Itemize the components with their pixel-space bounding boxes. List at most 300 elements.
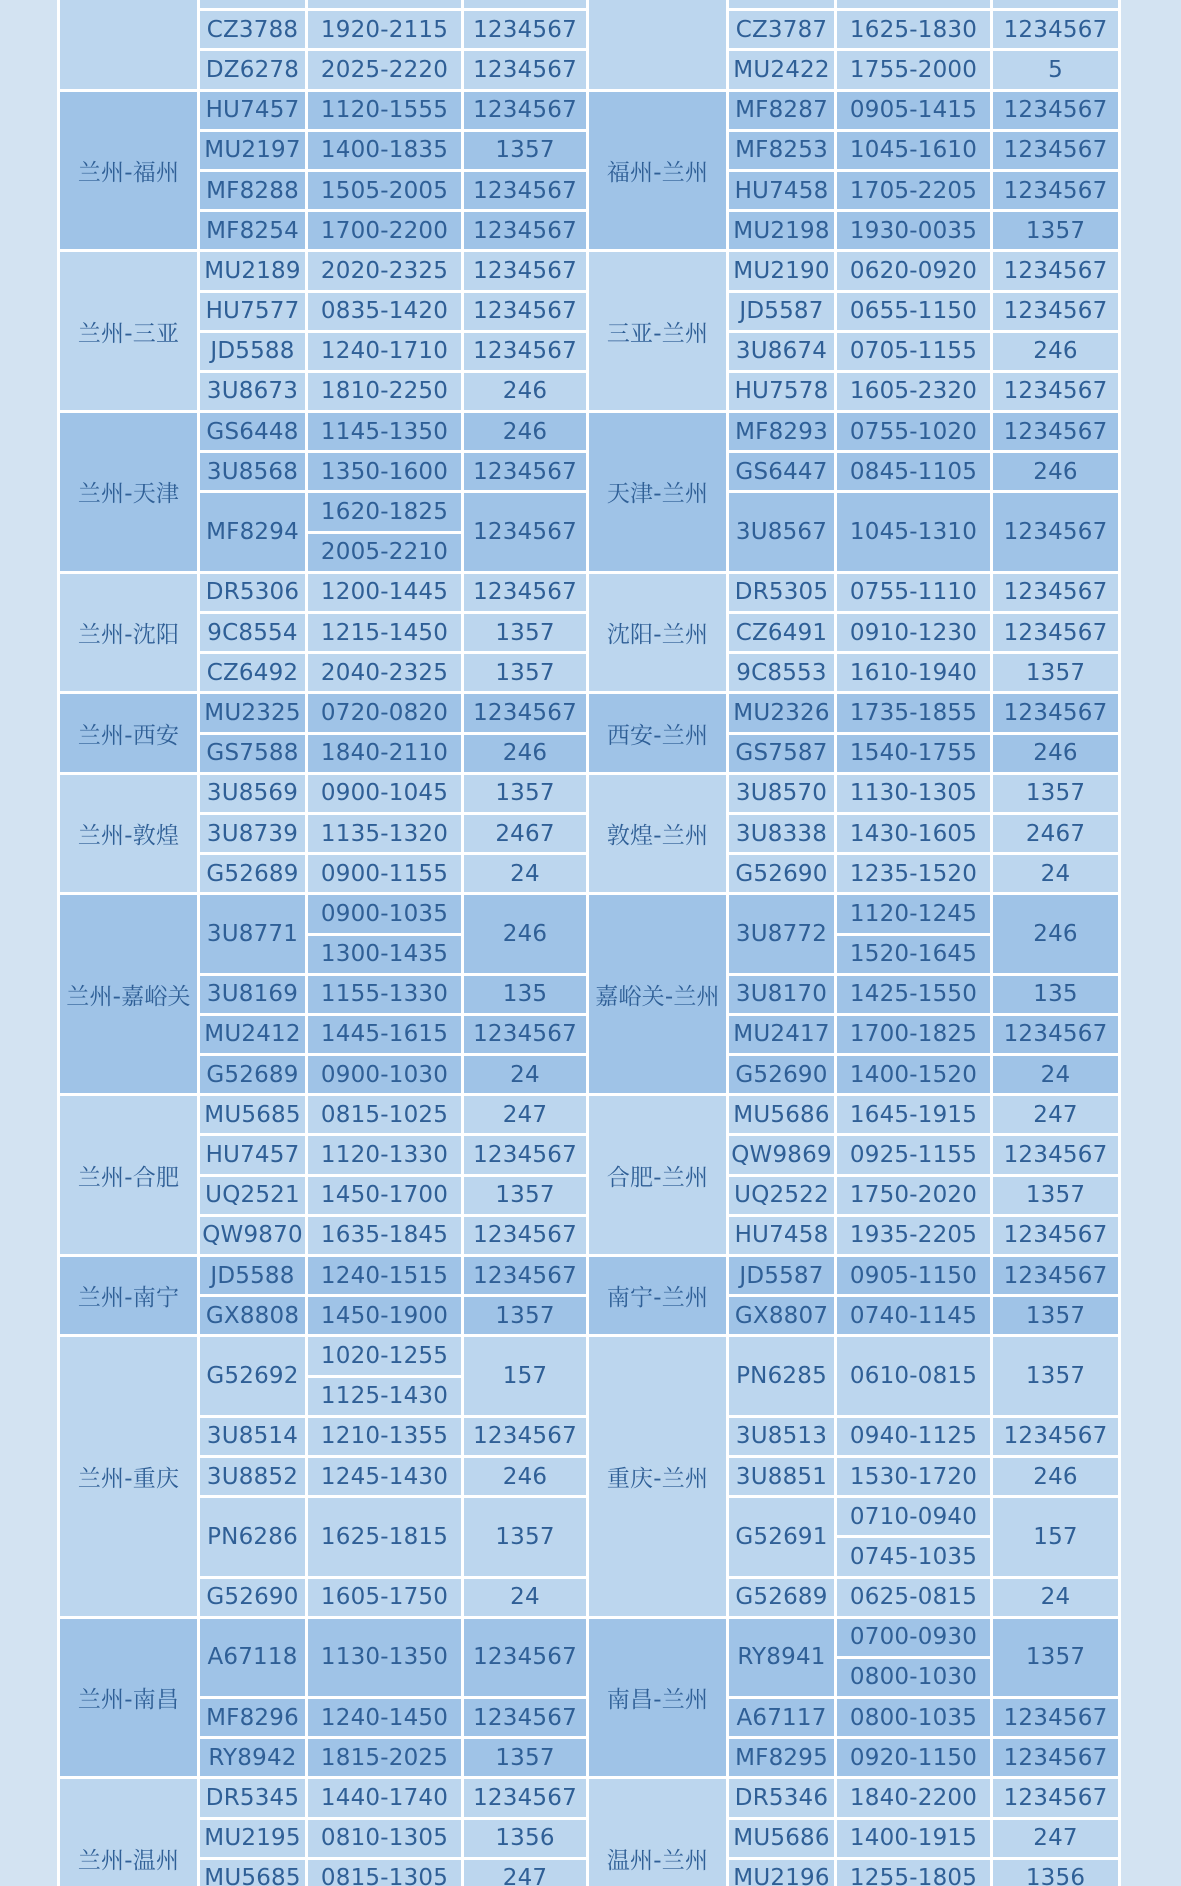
flight-time: 0900-1155	[307, 854, 463, 894]
route-outbound: 兰州-福州	[59, 90, 199, 251]
route-outbound: 兰州-合肥	[59, 1095, 199, 1256]
operating-days: 246	[463, 412, 588, 452]
operating-days: 1234567	[463, 291, 588, 331]
flight-time: 0835-1420	[307, 291, 463, 331]
flight-number: GX8807	[728, 1296, 836, 1336]
flight-number: 3U8569	[199, 773, 307, 813]
operating-days: 1234567	[463, 1698, 588, 1738]
flight-number: JD5587	[728, 1256, 836, 1296]
flight-time: 1135-1320	[307, 813, 463, 853]
flight-time: 2020-2325	[307, 251, 463, 291]
route-outbound: 兰州-沈阳	[59, 572, 199, 693]
flight-number: CZ3788	[199, 10, 307, 50]
operating-days: 24	[992, 1577, 1120, 1617]
flight-number: HU7457	[199, 90, 307, 130]
operating-days: 247	[992, 1095, 1120, 1135]
operating-days: 24	[463, 1055, 588, 1095]
flight-time: 1840-2200	[836, 1778, 992, 1818]
flight-time: 1440-1740	[307, 1778, 463, 1818]
route-outbound	[59, 0, 199, 90]
flight-number: GS6448	[199, 412, 307, 452]
flight-time: 0800-1035	[836, 1698, 992, 1738]
flight-time: 1540-1755	[836, 733, 992, 773]
flight-number: GS7588	[199, 733, 307, 773]
operating-days: 1234567	[992, 1416, 1120, 1456]
flight-number: MU2190	[728, 251, 836, 291]
operating-days: 2467	[463, 813, 588, 853]
flight-time: 0905-1150	[836, 1256, 992, 1296]
flight-schedule-table	[57, 0, 1121, 1886]
flight-number: JD5587	[728, 291, 836, 331]
flight-time: 1120-1245	[836, 894, 992, 934]
flight-time: 1400-1520	[836, 1055, 992, 1095]
flight-number: MU2197	[199, 130, 307, 170]
flight-time: 0655-1150	[836, 291, 992, 331]
flight-number: DR5345	[199, 1778, 307, 1818]
operating-days: 1357	[463, 1497, 588, 1577]
flight-number: MU2198	[728, 211, 836, 251]
flight-time: 0905-1415	[836, 90, 992, 130]
flight-time: 0815-1305	[307, 1858, 463, 1886]
flight-number: MF8295	[728, 1738, 836, 1778]
flight-time: 1620-1825	[307, 492, 463, 532]
flight-number: G52692	[199, 1336, 307, 1416]
flight-time: 0720-0820	[307, 693, 463, 733]
route-outbound: 兰州-西安	[59, 693, 199, 773]
operating-days: 1234567	[463, 452, 588, 492]
flight-number: 3U8852	[199, 1456, 307, 1496]
operating-days: 1234567	[992, 1738, 1120, 1778]
flight-number: HU7577	[199, 291, 307, 331]
route-outbound: 兰州-重庆	[59, 1336, 199, 1617]
route-outbound: 兰州-温州	[59, 1778, 199, 1886]
flight-time: 1645-1915	[836, 1095, 992, 1135]
flight-time: 1700-1825	[836, 1014, 992, 1054]
flight-time: 1450-1700	[307, 1175, 463, 1215]
flight-time: 1400-1915	[836, 1818, 992, 1858]
flight-time: 1625-1830	[836, 10, 992, 50]
operating-days: 1234567	[992, 613, 1120, 653]
route-outbound: 兰州-南昌	[59, 1617, 199, 1778]
flight-number: HU7458	[728, 1215, 836, 1255]
flight-number: PN6285	[728, 1336, 836, 1416]
flight-number: HU7578	[728, 371, 836, 411]
flight-number: MU5686	[728, 1818, 836, 1858]
operating-days: 1357	[463, 1296, 588, 1336]
table-row	[59, 572, 1120, 612]
operating-days: 246	[992, 331, 1120, 371]
operating-days: 1234567	[992, 693, 1120, 733]
route-inbound: 福州-兰州	[588, 90, 728, 251]
operating-days: 1234567	[992, 1256, 1120, 1296]
route-outbound: 兰州-敦煌	[59, 773, 199, 894]
flight-number: MU5686	[728, 1095, 836, 1135]
table-row	[59, 894, 1120, 934]
operating-days: 1357	[992, 211, 1120, 251]
operating-days: 1234567	[992, 1698, 1120, 1738]
flight-number: MF8293	[728, 412, 836, 452]
flight-time: 1505-2005	[307, 170, 463, 210]
flight-number: DR5306	[199, 572, 307, 612]
route-inbound: 重庆-兰州	[588, 1336, 728, 1617]
flight-number: G52690	[199, 1577, 307, 1617]
flight-time: 1120-1330	[307, 1135, 463, 1175]
flight-number: GS7587	[728, 733, 836, 773]
flight-time	[836, 0, 992, 10]
flight-time: 1920-2115	[307, 10, 463, 50]
operating-days: 1234567	[992, 1215, 1120, 1255]
flight-time: 1350-1600	[307, 452, 463, 492]
operating-days: 1234567	[992, 251, 1120, 291]
flight-time: 0910-1230	[836, 613, 992, 653]
operating-days: 1234567	[463, 1135, 588, 1175]
flight-time: 1755-2000	[836, 50, 992, 90]
flight-time: 0755-1020	[836, 412, 992, 452]
flight-time: 1810-2250	[307, 371, 463, 411]
flight-number: MU2417	[728, 1014, 836, 1054]
operating-days: 24	[463, 1577, 588, 1617]
flight-time: 1255-1805	[836, 1858, 992, 1886]
flight-time: 0900-1030	[307, 1055, 463, 1095]
operating-days: 246	[992, 733, 1120, 773]
flight-number: CZ3787	[728, 10, 836, 50]
flight-number: CZ6492	[199, 653, 307, 693]
table-row	[59, 251, 1120, 291]
route-inbound: 三亚-兰州	[588, 251, 728, 412]
route-inbound: 敦煌-兰州	[588, 773, 728, 894]
table-row	[59, 1617, 1120, 1657]
flight-time: 1045-1610	[836, 130, 992, 170]
flight-time: 1130-1305	[836, 773, 992, 813]
flight-number: PN6286	[199, 1497, 307, 1577]
flight-number: G52690	[728, 1055, 836, 1095]
operating-days: 246	[463, 894, 588, 974]
flight-time: 1120-1555	[307, 90, 463, 130]
flight-number: MF8254	[199, 211, 307, 251]
flight-number: MF8287	[728, 90, 836, 130]
route-inbound: 天津-兰州	[588, 412, 728, 573]
operating-days: 1234567	[992, 1014, 1120, 1054]
flight-time: 1020-1255	[307, 1336, 463, 1376]
operating-days: 135	[463, 974, 588, 1014]
table-row	[59, 412, 1120, 452]
flight-number: 3U8570	[728, 773, 836, 813]
flight-number: 3U8568	[199, 452, 307, 492]
table-row	[59, 0, 1120, 10]
table-row	[59, 1778, 1120, 1818]
operating-days: 1234567	[463, 1778, 588, 1818]
flight-number: MU2189	[199, 251, 307, 291]
operating-days: 1357	[992, 653, 1120, 693]
flight-time: 1605-2320	[836, 371, 992, 411]
route-outbound: 兰州-南宁	[59, 1256, 199, 1336]
flight-time: 1935-2205	[836, 1215, 992, 1255]
flight-number: DR5346	[728, 1778, 836, 1818]
operating-days: 1234567	[992, 170, 1120, 210]
flight-time: 1300-1435	[307, 934, 463, 974]
flight-time: 0705-1155	[836, 331, 992, 371]
flight-time: 0815-1025	[307, 1095, 463, 1135]
operating-days: 1234567	[463, 572, 588, 612]
operating-days: 1234567	[992, 1778, 1120, 1818]
flight-time: 1610-1940	[836, 653, 992, 693]
flight-time: 1400-1835	[307, 130, 463, 170]
operating-days: 247	[992, 1818, 1120, 1858]
flight-number: 3U8169	[199, 974, 307, 1014]
flight-number: 3U8567	[728, 492, 836, 572]
flight-number: QW9869	[728, 1135, 836, 1175]
operating-days: 1357	[992, 1175, 1120, 1215]
flight-time: 2040-2325	[307, 653, 463, 693]
flight-time: 1430-1605	[836, 813, 992, 853]
flight-time: 1750-2020	[836, 1175, 992, 1215]
flight-time: 1200-1445	[307, 572, 463, 612]
operating-days: 1234567	[992, 371, 1120, 411]
flight-time: 1450-1900	[307, 1296, 463, 1336]
flight-number: MU2196	[728, 1858, 836, 1886]
flight-number: MF8288	[199, 170, 307, 210]
operating-days: 5	[992, 50, 1120, 90]
operating-days: 24	[992, 854, 1120, 894]
flight-time: 0755-1110	[836, 572, 992, 612]
operating-days: 24	[463, 854, 588, 894]
flight-number: MU5685	[199, 1095, 307, 1135]
flight-number: MU2412	[199, 1014, 307, 1054]
operating-days: 1357	[463, 130, 588, 170]
flight-number: 3U8338	[728, 813, 836, 853]
flight-time: 1735-1855	[836, 693, 992, 733]
operating-days: 1357	[463, 613, 588, 653]
operating-days: 246	[992, 894, 1120, 974]
table-row	[59, 1256, 1120, 1296]
route-inbound: 沈阳-兰州	[588, 572, 728, 693]
operating-days: 1357	[992, 1336, 1120, 1416]
flight-time: 0900-1045	[307, 773, 463, 813]
operating-days: 246	[463, 1456, 588, 1496]
flight-number: 3U8771	[199, 894, 307, 974]
route-inbound	[588, 0, 728, 90]
table-row	[59, 693, 1120, 733]
flight-number: UQ2521	[199, 1175, 307, 1215]
operating-days: 246	[463, 733, 588, 773]
operating-days: 1356	[463, 1818, 588, 1858]
flight-time: 2025-2220	[307, 50, 463, 90]
flight-time: 1625-1815	[307, 1497, 463, 1577]
operating-days: 1357	[992, 773, 1120, 813]
table-row	[59, 90, 1120, 130]
table-row	[59, 773, 1120, 813]
flight-time: 1530-1720	[836, 1456, 992, 1496]
operating-days: 1234567	[463, 1416, 588, 1456]
flight-number: MU2195	[199, 1818, 307, 1858]
operating-days: 1234567	[463, 331, 588, 371]
operating-days	[992, 0, 1120, 10]
operating-days: 135	[992, 974, 1120, 1014]
route-outbound: 兰州-三亚	[59, 251, 199, 412]
flight-number: MF8294	[199, 492, 307, 572]
operating-days: 246	[992, 1456, 1120, 1496]
operating-days: 1234567	[463, 693, 588, 733]
flight-number: HU7458	[728, 170, 836, 210]
flight-number: MU2422	[728, 50, 836, 90]
operating-days: 24	[992, 1055, 1120, 1095]
flight-number: JD5588	[199, 331, 307, 371]
flight-number: 3U8739	[199, 813, 307, 853]
flight-number: HU7457	[199, 1135, 307, 1175]
flight-number: DR5305	[728, 572, 836, 612]
flight-time: 1930-0035	[836, 211, 992, 251]
operating-days: 1234567	[463, 170, 588, 210]
flight-time: 1520-1645	[836, 934, 992, 974]
flight-number: 9C8554	[199, 613, 307, 653]
flight-time: 1155-1330	[307, 974, 463, 1014]
flight-number: MU5685	[199, 1858, 307, 1886]
flight-time: 2005-2210	[307, 532, 463, 572]
flight-time: 0700-0930	[836, 1617, 992, 1657]
flight-time: 0620-0920	[836, 251, 992, 291]
flight-time: 0920-1150	[836, 1738, 992, 1778]
flight-number: GX8808	[199, 1296, 307, 1336]
flight-time: 1240-1450	[307, 1698, 463, 1738]
operating-days: 1234567	[463, 1215, 588, 1255]
flight-time: 0800-1030	[836, 1657, 992, 1697]
operating-days: 2467	[992, 813, 1120, 853]
flight-number: 3U8513	[728, 1416, 836, 1456]
flight-time: 1445-1615	[307, 1014, 463, 1054]
flight-time: 0710-0940	[836, 1497, 992, 1537]
route-inbound: 南宁-兰州	[588, 1256, 728, 1336]
flight-time: 1215-1450	[307, 613, 463, 653]
flight-time: 0900-1035	[307, 894, 463, 934]
operating-days: 1234567	[463, 492, 588, 572]
flight-number: 3U8170	[728, 974, 836, 1014]
operating-days: 1234567	[463, 90, 588, 130]
route-inbound: 南昌-兰州	[588, 1617, 728, 1778]
operating-days: 157	[992, 1497, 1120, 1577]
flight-time: 1125-1430	[307, 1376, 463, 1416]
operating-days: 1234567	[463, 1256, 588, 1296]
flight-time: 1210-1355	[307, 1416, 463, 1456]
route-inbound: 嘉峪关-兰州	[588, 894, 728, 1095]
flight-number: DZ6278	[199, 50, 307, 90]
flight-time: 0740-1145	[836, 1296, 992, 1336]
operating-days: 1234567	[463, 251, 588, 291]
operating-days: 247	[463, 1095, 588, 1135]
flight-number	[199, 0, 307, 10]
flight-time: 0845-1105	[836, 452, 992, 492]
operating-days: 1357	[992, 1296, 1120, 1336]
flight-time: 1635-1845	[307, 1215, 463, 1255]
flight-time: 1240-1710	[307, 331, 463, 371]
operating-days: 1357	[992, 1617, 1120, 1697]
operating-days: 1357	[463, 653, 588, 693]
flight-time: 1705-2205	[836, 170, 992, 210]
flight-time: 1605-1750	[307, 1577, 463, 1617]
flight-number: MF8253	[728, 130, 836, 170]
flight-number: UQ2522	[728, 1175, 836, 1215]
flight-time: 1815-2025	[307, 1738, 463, 1778]
route-inbound: 西安-兰州	[588, 693, 728, 773]
operating-days: 1234567	[992, 130, 1120, 170]
operating-days: 1357	[463, 1175, 588, 1215]
operating-days: 247	[463, 1858, 588, 1886]
operating-days: 246	[463, 371, 588, 411]
flight-number: G52691	[728, 1497, 836, 1577]
operating-days: 1234567	[992, 492, 1120, 572]
operating-days	[463, 0, 588, 10]
operating-days: 1234567	[463, 1014, 588, 1054]
flight-number: G52689	[199, 1055, 307, 1095]
operating-days: 1357	[463, 773, 588, 813]
flight-number: 3U8674	[728, 331, 836, 371]
flight-number: QW9870	[199, 1215, 307, 1255]
route-inbound: 合肥-兰州	[588, 1095, 728, 1256]
operating-days: 1234567	[992, 90, 1120, 130]
flight-number: G52689	[199, 854, 307, 894]
route-inbound: 温州-兰州	[588, 1778, 728, 1886]
flight-number: 9C8553	[728, 653, 836, 693]
flight-number	[728, 0, 836, 10]
flight-time: 1235-1520	[836, 854, 992, 894]
route-outbound: 兰州-天津	[59, 412, 199, 573]
flight-number: 3U8851	[728, 1456, 836, 1496]
operating-days: 1234567	[992, 412, 1120, 452]
operating-days: 1356	[992, 1858, 1120, 1886]
flight-number: 3U8673	[199, 371, 307, 411]
operating-days: 1357	[463, 1738, 588, 1778]
flight-time	[307, 0, 463, 10]
operating-days: 1234567	[992, 291, 1120, 331]
flight-number: 3U8772	[728, 894, 836, 974]
flight-time: 0745-1035	[836, 1537, 992, 1577]
flight-time: 1240-1515	[307, 1256, 463, 1296]
flight-number: G52690	[728, 854, 836, 894]
flight-number: G52689	[728, 1577, 836, 1617]
flight-time: 0940-1125	[836, 1416, 992, 1456]
flight-number: A67117	[728, 1698, 836, 1738]
flight-number: RY8942	[199, 1738, 307, 1778]
table-row	[59, 1095, 1120, 1135]
operating-days: 1234567	[992, 10, 1120, 50]
operating-days: 1234567	[992, 572, 1120, 612]
operating-days: 1234567	[463, 1617, 588, 1697]
flight-number: GS6447	[728, 452, 836, 492]
flight-number: JD5588	[199, 1256, 307, 1296]
flight-time: 0625-0815	[836, 1577, 992, 1617]
operating-days: 1234567	[992, 1135, 1120, 1175]
operating-days: 1234567	[463, 10, 588, 50]
operating-days: 1234567	[463, 211, 588, 251]
flight-number: MU2325	[199, 693, 307, 733]
flight-time: 1840-2110	[307, 733, 463, 773]
flight-time: 1245-1430	[307, 1456, 463, 1496]
flight-time: 0925-1155	[836, 1135, 992, 1175]
flight-number: A67118	[199, 1617, 307, 1697]
flight-number: RY8941	[728, 1617, 836, 1697]
flight-time: 1130-1350	[307, 1617, 463, 1697]
operating-days: 1234567	[463, 50, 588, 90]
flight-time: 1700-2200	[307, 211, 463, 251]
flight-number: 3U8514	[199, 1416, 307, 1456]
flight-time: 1045-1310	[836, 492, 992, 572]
flight-number: CZ6491	[728, 613, 836, 653]
flight-time: 1145-1350	[307, 412, 463, 452]
flight-number: MU2326	[728, 693, 836, 733]
table-row	[59, 1336, 1120, 1376]
flight-number: MF8296	[199, 1698, 307, 1738]
flight-time: 0810-1305	[307, 1818, 463, 1858]
route-outbound: 兰州-嘉峪关	[59, 894, 199, 1095]
